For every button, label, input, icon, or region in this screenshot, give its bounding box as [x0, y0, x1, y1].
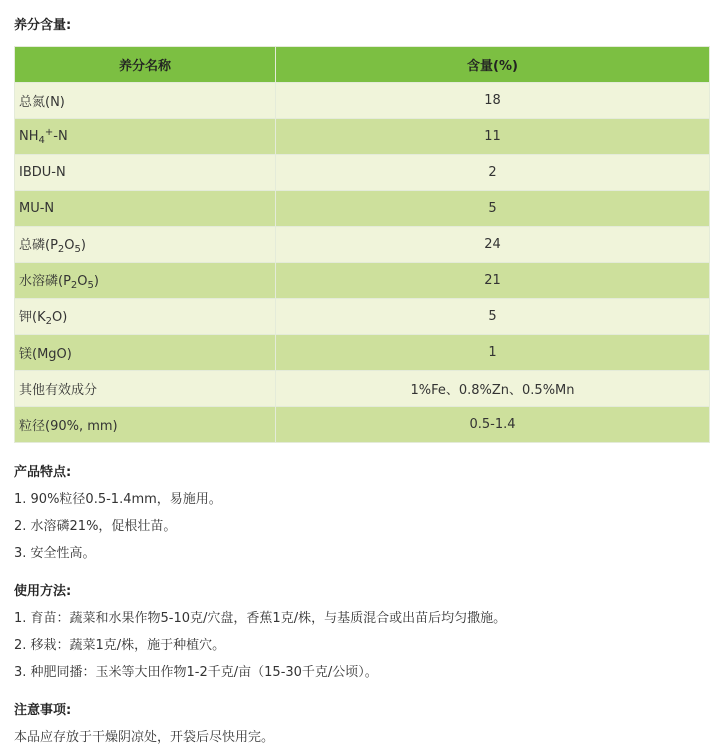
notes-text: 本品应存放于干燥阴凉处，开袋后尽快用完。 — [14, 730, 275, 745]
table-row — [15, 155, 710, 191]
table-header-row — [15, 47, 710, 83]
table-row — [15, 119, 710, 155]
table-row — [15, 335, 710, 371]
nutrients-heading: 养分含量: — [14, 18, 72, 33]
usage-item: 3. 种肥同播：玉米等大田作物1-2千克/亩（15-30千克/公顷）。 — [14, 665, 378, 680]
nutrient-name: 水溶磷$(P_2O_5)$ — [15, 263, 276, 299]
table-row — [15, 299, 710, 335]
column-header-name: 养分名称 — [15, 47, 276, 83]
nutrient-value: 5 — [276, 299, 710, 335]
notes-heading: 注意事项: — [14, 703, 72, 718]
nutrient-name: 总氮(N) — [15, 83, 276, 119]
features-heading: 产品特点: — [14, 465, 72, 480]
nutrient-name: 粒径(90%, mm) — [15, 407, 276, 443]
nutrient-name: 总磷$(P_2O_5)$ — [15, 227, 276, 263]
usage-item: 2. 移栽：蔬菜1克/株，施于种植穴。 — [14, 638, 226, 653]
nutrient-value: 11 — [276, 119, 710, 155]
nutrient-table — [14, 46, 710, 443]
nutrient-name: 钾$(K_2O)$ — [15, 299, 276, 335]
nutrient-name: $NH_4^+-N$ — [15, 119, 276, 155]
usage-item: 1. 育苗：蔬菜和水果作物5-10克/穴盘，香蕉1克/株，与基质混合或出苗后均匀撒施。 — [14, 611, 507, 626]
nutrient-name: MU-N — [15, 191, 276, 227]
nutrient-value: 2 — [276, 155, 710, 191]
usage-heading: 使用方法: — [14, 584, 72, 599]
feature-item: 3. 安全性高。 — [14, 546, 96, 561]
column-header-content: 含量(%) — [276, 47, 710, 83]
nutrient-value: 0.5-1.4 — [276, 407, 710, 443]
nutrient-name: 其他有效成分 — [15, 371, 276, 407]
nutrient-value: 1 — [276, 335, 710, 371]
feature-item: 1. 90%粒径0.5-1.4mm，易施用。 — [14, 492, 222, 507]
nutrient-value: 24 — [276, 227, 710, 263]
nutrient-value: 18 — [276, 83, 710, 119]
nutrient-value: 1%Fe、0.8%Zn、0.5%Mn — [276, 371, 710, 407]
table-row — [15, 227, 710, 263]
table-row — [15, 83, 710, 119]
table-row — [15, 407, 710, 443]
nutrient-value: 5 — [276, 191, 710, 227]
nutrient-name: 镁(MgO) — [15, 335, 276, 371]
table-row — [15, 371, 710, 407]
table-row — [15, 263, 710, 299]
nutrient-name: IBDU-N — [15, 155, 276, 191]
nutrient-value: 21 — [276, 263, 710, 299]
table-row — [15, 191, 710, 227]
feature-item: 2. 水溶磷21%，促根壮苗。 — [14, 519, 177, 534]
